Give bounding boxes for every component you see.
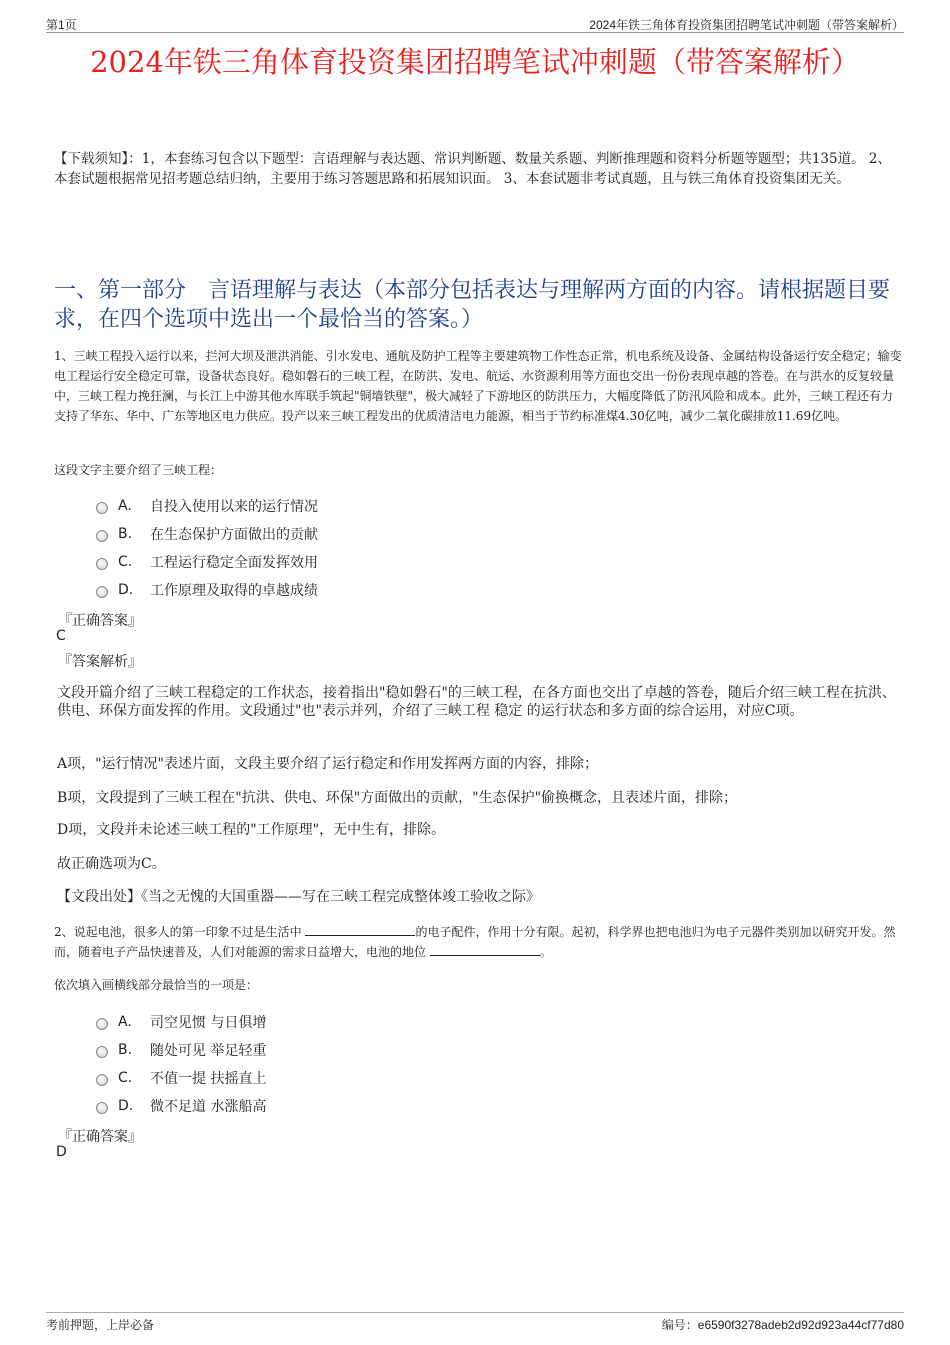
header-title: 2024年铁三角体育投资集团招聘笔试冲刺题（带答案解析） — [589, 18, 904, 32]
option-key: C. — [118, 1070, 133, 1086]
q2-answer-label: 『正确答案』 — [58, 1129, 142, 1145]
option-text: 司空见惯 与日俱增 — [150, 1015, 267, 1031]
q2-option-d[interactable] — [96, 1096, 266, 1116]
q1-analysis-3: D项，文段并未论述三峡工程的"工作原理"，无中生有，排除。 — [57, 822, 446, 838]
radio-icon[interactable] — [96, 530, 108, 542]
page-footer — [46, 1312, 904, 1333]
option-key: A. — [118, 1014, 132, 1030]
q2-text-c: 。 — [539, 945, 552, 959]
q1-option-b[interactable] — [96, 524, 318, 544]
option-key: D. — [118, 582, 134, 598]
option-text: 自投入使用以来的运行情况 — [150, 499, 318, 515]
q1-text: 1、三峡工程投入运行以来，拦河大坝及泄洪消能、引水发电、通航及防护工程等主要建筑物工作性态正常，机电系统及设备、金属结构设备运行安全稳定；输变电工程运行安全稳定可靠，设备状态良好。稳如磐石的三峡工程，在防洪、发电、航运、水资源利用等方面也交出一份份表现卓越的答卷。在与洪水的反复较量中，三峡工程力挽狂澜，与长江上中游其他水库联手筑起"铜墙铁壁"，极大减轻了下游地区的防洪压力，大幅度降低了防汛风险和成本。此外，三峡工程还有力支持了华东、华中、广东等地区电力供应。投产以来三峡工程发出的优质清洁电力能源，相当于节约标准煤4.30亿吨，减少二氧化碳排放11.69亿吨。 — [54, 349, 902, 423]
option-key: C. — [118, 554, 133, 570]
radio-icon[interactable] — [96, 1102, 108, 1114]
option-key: D. — [118, 1098, 134, 1114]
q1-analysis-1: A项，"运行情况"表述片面，文段主要介绍了运行稳定和作用发挥两方面的内容，排除； — [57, 756, 598, 772]
option-text: 工作原理及取得的卓越成绩 — [150, 583, 318, 599]
option-text: 工程运行稳定全面发挥效用 — [150, 555, 318, 571]
q1-analysis-2: B项，文段提到了三峡工程在"抗洪、供电、环保"方面做出的贡献，"生态保护"偷换概念，且表述片面，排除； — [57, 790, 738, 806]
option-text: 随处可见 举足轻重 — [150, 1043, 267, 1059]
section-heading: 一、第一部分 言语理解与表达（本部分包括表达与理解两方面的内容。请根据题目要求，在四个选项中选出一个最恰当的答案。） — [54, 278, 891, 332]
q1-source: 【文段出处】《当之无愧的大国重器——写在三峡工程完成整体竣工验收之际》 — [57, 889, 540, 905]
q2-text — [54, 922, 904, 962]
radio-icon[interactable] — [96, 586, 108, 598]
q2-option-a[interactable] — [96, 1012, 266, 1032]
q1-analysis-label: 『答案解析』 — [58, 654, 142, 670]
radio-icon[interactable] — [96, 502, 108, 514]
q2-blank-2 — [430, 943, 540, 956]
q2-prompt: 依次填入画横线部分最恰当的一项是： — [54, 978, 259, 992]
option-text: 在生态保护方面做出的贡献 — [150, 527, 318, 543]
option-key: B. — [118, 1042, 133, 1058]
document-title: 2024年铁三角体育投资集团招聘笔试冲刺题（带答案解析） — [90, 45, 860, 79]
radio-icon[interactable] — [96, 558, 108, 570]
q1-answer-label: 『正确答案』 — [58, 613, 142, 629]
q1-analysis-0: 文段开篇介绍了三峡工程稳定的工作状态，接着指出"稳如磐石"的三峡工程，在各方面也交出了卓越的答卷，随后介绍三峡工程在抗洪、供电、环保方面发挥的作用。文段通过"也"表示并列，介绍了三峡工程 稳定 的运行状态和多方面的综合运用，对应C项。 — [57, 685, 896, 719]
footer-slogan: 考前押题，上岸必备 — [46, 1318, 155, 1332]
option-text: 微不足道 水涨船高 — [150, 1099, 267, 1115]
q1-analysis-4: 故正确选项为C。 — [57, 856, 166, 872]
q1-option-c[interactable] — [96, 552, 318, 572]
option-text: 不值一提 扶摇直上 — [150, 1071, 267, 1087]
q1-option-a[interactable] — [96, 496, 318, 516]
radio-icon[interactable] — [96, 1046, 108, 1058]
q1-answer: C — [56, 628, 66, 644]
document-id: 编号：e6590f3278adeb2d92d923a44cf77d80 — [661, 1318, 904, 1332]
q2-option-b[interactable] — [96, 1040, 266, 1060]
radio-icon[interactable] — [96, 1074, 108, 1086]
q1-prompt: 这段文字主要介绍了三峡工程： — [54, 463, 223, 477]
q2-answer: D — [56, 1144, 67, 1160]
page-number: 第1页 — [46, 18, 77, 32]
option-key: A. — [118, 498, 132, 514]
option-key: B. — [118, 526, 133, 542]
radio-icon[interactable] — [96, 1018, 108, 1030]
q2-blank-1 — [305, 923, 415, 936]
q2-text-b: 的电子配件，作用十分有限。起初，科学界也把电池归为电子元器件类别加以研究开发。然而，随着电子产品快速普及，人们对能源的需求日益增大，电池的地位 — [54, 925, 896, 959]
page-header — [46, 14, 904, 33]
q1-option-d[interactable] — [96, 580, 318, 600]
q2-text-a: 2、说起电池，很多人的第一印象不过是生活中 — [54, 925, 306, 939]
download-notice: 【下载须知】：1，本套练习包含以下题型：言语理解与表达题、常识判断题、数量关系题、判断推理题和资料分析题等题型；共135道。 2、本套试题根据常见招考题总结归纳，主要用于练习答题思路和拓展知识面。 3、本套试题非考试真题，且与铁三角体育投资集团无关。 — [54, 151, 891, 187]
q2-option-c[interactable] — [96, 1068, 266, 1088]
